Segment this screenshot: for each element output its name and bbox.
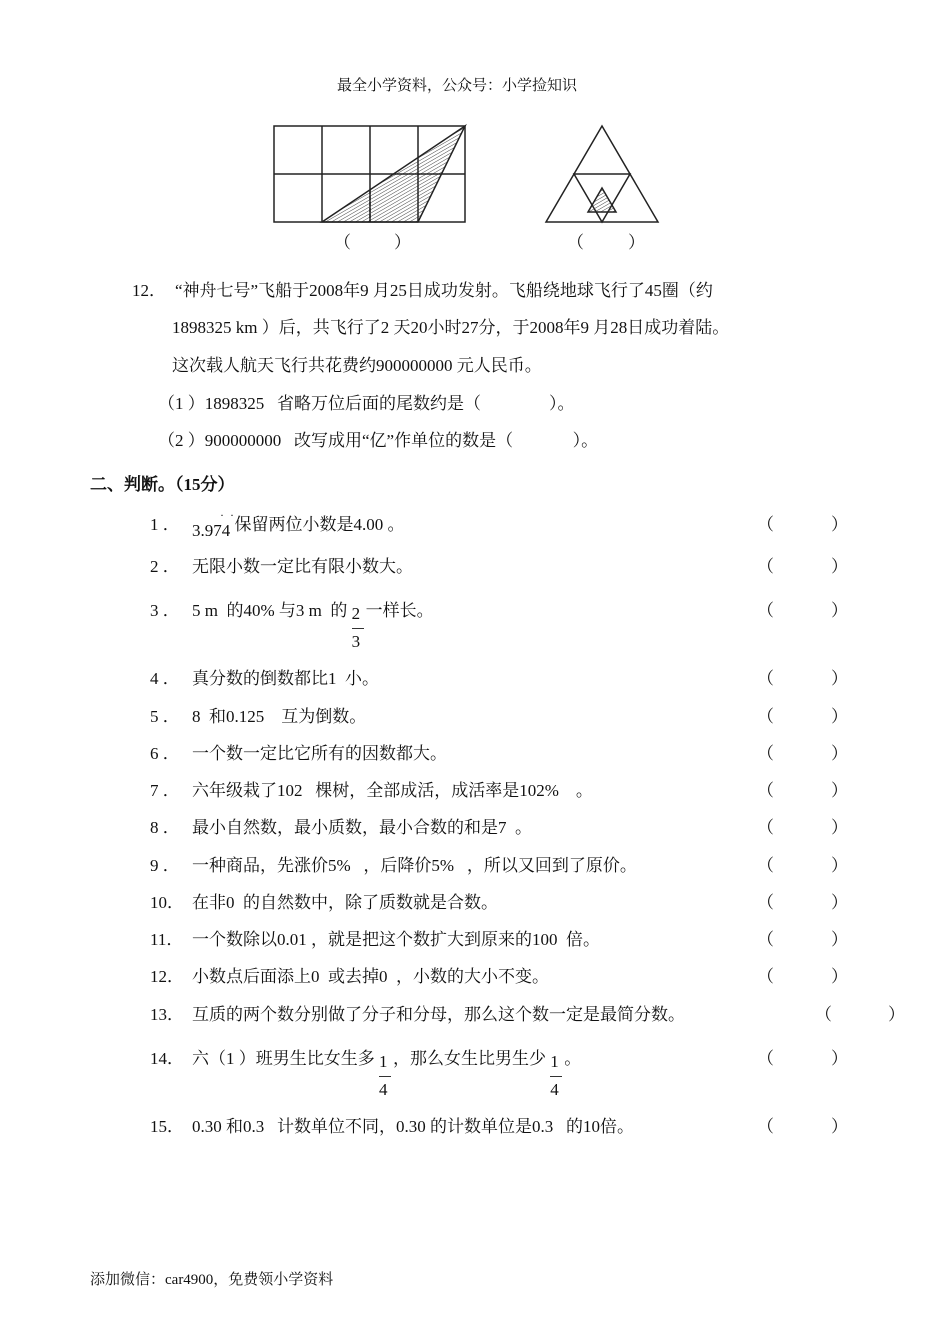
item-text: 互质的两个数分别做了分子和分母，那么这个数一定是最简分数。 (192, 1005, 685, 1024)
item-text: 5 m 的40% 与3 m 的 (192, 601, 352, 620)
figure1-answer-left-paren: （ (334, 233, 351, 252)
fraction-numerator: 1 (550, 1052, 559, 1071)
answer-paren-right[interactable]: ） (831, 930, 848, 949)
item-number: 6 ． (150, 744, 180, 763)
answer-paren-right[interactable]: ） (831, 707, 848, 726)
fraction-denominator: 4 (550, 1080, 559, 1099)
item-number: 7 ． (150, 781, 180, 800)
item-text: 六（1 ）班男生比女生多 (192, 1049, 379, 1068)
answer-paren-left[interactable]: （ (757, 781, 774, 800)
judgement-item (150, 707, 366, 727)
item-number: 14． (150, 1049, 184, 1068)
fraction-numerator: 2 (351, 604, 361, 623)
answer-paren-left[interactable]: （ (757, 707, 774, 726)
geometry-figures (270, 122, 670, 227)
answer-paren-left[interactable]: （ (757, 557, 774, 576)
item-text: 一个数除以0.01 ，就是把这个数扩大到原来的100 倍。 (192, 930, 600, 949)
item-number: 1 ． (150, 515, 180, 534)
item-number: 4 ． (150, 669, 180, 688)
answer-paren-right[interactable]: ） (831, 818, 848, 837)
judgement-item (150, 557, 413, 577)
item-number: 15． (150, 1117, 184, 1136)
judgement-item (150, 508, 405, 540)
item-number: 12． (150, 967, 184, 986)
item-text: 一种商品，先涨价5% ，后降价5% ，所以又回到了原价。 (192, 856, 637, 875)
judgement-item (150, 781, 593, 801)
answer-paren-left[interactable]: （ (757, 856, 774, 875)
item-text: 0.30 和0.3 计数单位不同，0.30 的计数单位是0.3 的10倍。 (192, 1117, 634, 1136)
item-text: 真分数的倒数都比1 小。 (192, 669, 379, 688)
answer-paren-right[interactable]: ） (831, 781, 848, 800)
item-text: 最小自然数，最小质数，最小合数的和是7 。 (192, 818, 532, 837)
item-text: 六年级栽了102 棵树，全部成活，成活率是102% 。 (192, 781, 593, 800)
judgement-item (150, 818, 532, 838)
judgement-item (150, 967, 549, 987)
q12-number: 12． (132, 281, 166, 300)
item-number: 2 ． (150, 557, 180, 576)
recurring-dots: ·· (220, 508, 240, 522)
section-2-title: 二、判断。（15分） (90, 475, 235, 494)
figure1-answer-right-paren: ） (394, 233, 411, 252)
answer-paren-left[interactable]: （ (815, 1005, 832, 1024)
answer-paren-right[interactable]: ） (831, 1049, 848, 1068)
answer-paren-left[interactable]: （ (757, 601, 774, 620)
judgement-item (150, 601, 434, 651)
judgement-item (150, 893, 498, 913)
item-text: 一样长。 (365, 601, 434, 620)
q12-sub-question-2: （2 ）900000000 改写成用“亿”作单位的数是（ ）。 (158, 431, 599, 450)
item-text: 小数点后面添上0 或去掉0 ，小数的大小不变。 (192, 967, 549, 986)
q12-line-3: 这次载人航天飞行共花费约900000000 元人民币。 (172, 356, 542, 375)
answer-paren-right[interactable]: ） (831, 893, 848, 912)
nested-triangle-figure (546, 126, 658, 222)
item-text: 8 和0.125 互为倒数。 (192, 707, 367, 726)
item-number: 11． (150, 930, 184, 949)
q12-sub-question-1: （1 ）1898325 省略万位后面的尾数约是（ ）。 (158, 394, 575, 413)
item-text: 一个数一定比它所有的因数都大。 (192, 744, 447, 763)
judgement-item (150, 1049, 582, 1099)
answer-paren-right[interactable]: ） (831, 515, 848, 534)
fraction-bar (379, 1076, 391, 1077)
answer-paren-left[interactable]: （ (757, 515, 774, 534)
item-number: 8 ． (150, 818, 180, 837)
answer-paren-right[interactable]: ） (831, 856, 848, 875)
item-number: 10． (150, 893, 184, 912)
q12-line-1: “神舟七号”飞船于2008年9 月25日成功发射。飞船绕地球飞行了45圈（约 (175, 281, 713, 300)
figure2-answer-right-paren: ） (628, 233, 645, 252)
judgement-item (150, 669, 379, 689)
answer-paren-right[interactable]: ） (888, 1005, 905, 1024)
judgement-item (150, 930, 600, 950)
judgement-item (150, 744, 447, 764)
answer-paren-right[interactable]: ） (831, 744, 848, 763)
answer-paren-left[interactable]: （ (757, 967, 774, 986)
item-number: 13． (150, 1005, 184, 1024)
fraction-denominator: 3 (351, 632, 361, 651)
answer-paren-left[interactable]: （ (757, 1049, 774, 1068)
fraction-numerator: 1 (379, 1052, 388, 1071)
item-number: 3 ． (150, 601, 180, 620)
item-text: 保留两位小数是4.00 。 (230, 515, 405, 534)
figure2-answer-left-paren: （ (567, 233, 584, 252)
grid-rectangle-figure (274, 126, 465, 222)
answer-paren-right[interactable]: ） (831, 967, 848, 986)
fraction-bar (550, 1076, 562, 1077)
page-header: 最全小学资料，公众号：小学捡知识 (337, 78, 578, 94)
answer-paren-left[interactable]: （ (757, 744, 774, 763)
answer-paren-left[interactable]: （ (757, 1117, 774, 1136)
judgement-item (150, 856, 637, 876)
item-text: 无限小数一定比有限小数大。 (192, 557, 413, 576)
answer-paren-right[interactable]: ） (831, 557, 848, 576)
page-footer: 添加微信：car4900，免费领小学资料 (90, 1272, 334, 1288)
item-text: ，那么女生比男生少 (393, 1049, 551, 1068)
judgement-item (150, 1117, 634, 1137)
answer-paren-right[interactable]: ） (831, 669, 848, 688)
q12-line-2: 1898325 km ）后，共飞行了2 天20小时27分，于2008年9 月28日成功着陆。 (172, 318, 730, 337)
answer-paren-left[interactable]: （ (757, 893, 774, 912)
judgement-item (150, 1005, 685, 1025)
item-number: 5 ． (150, 707, 180, 726)
fraction-denominator: 4 (379, 1080, 388, 1099)
recurring-decimal: 3.974 (192, 521, 231, 540)
answer-paren-left[interactable]: （ (757, 930, 774, 949)
answer-paren-right[interactable]: ） (831, 1117, 848, 1136)
item-text: 。 (564, 1049, 582, 1068)
item-text: 在非0 的自然数中，除了质数就是合数。 (192, 893, 498, 912)
fraction-bar (352, 628, 364, 629)
answer-paren-left[interactable]: （ (757, 669, 774, 688)
answer-paren-right[interactable]: ） (831, 601, 848, 620)
item-number: 9 ． (150, 856, 180, 875)
answer-paren-left[interactable]: （ (757, 818, 774, 837)
